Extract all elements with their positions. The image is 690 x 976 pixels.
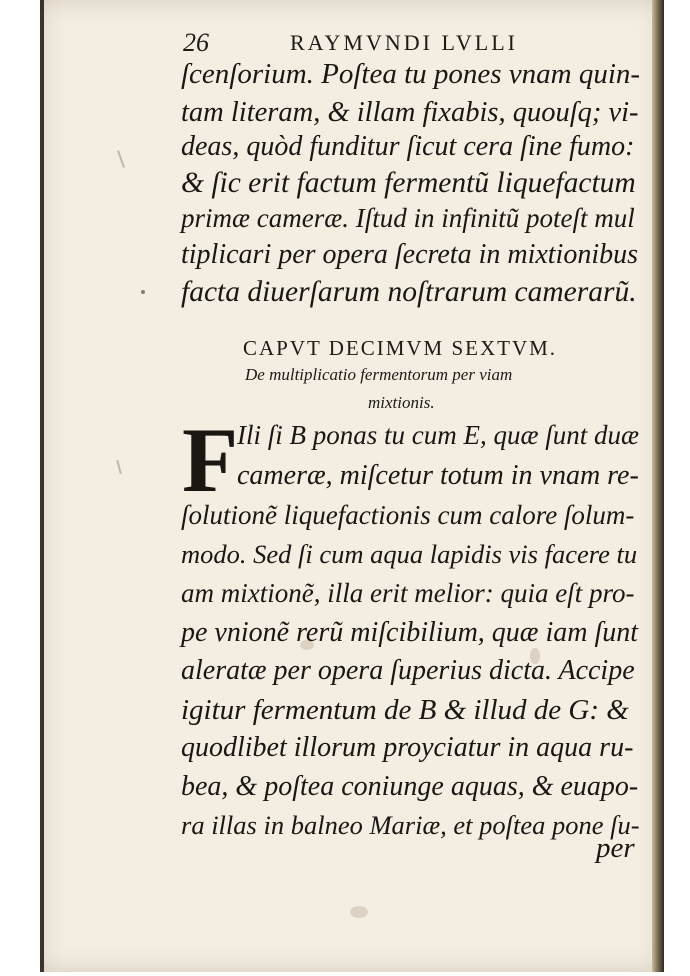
catchword: per (596, 832, 635, 864)
text-line: facta diuerſarum noſtrarum camerarũ. (181, 276, 637, 308)
text-line: tam literam, & illam fixabis, quouſq; vi- (181, 97, 639, 128)
text-line: ra illas in balneo Mariæ, et poſtea pone ſu- (181, 810, 640, 840)
text-line: pe vnionẽ rerũ miſcibilium, quæ iam ſunt (181, 617, 639, 648)
text-line: modo. Sed ſi cum aqua lapidis vis facere tu (181, 539, 638, 569)
text-line: tiplicari per opera ſecreta in mixtionibus (181, 239, 639, 270)
text-line: Ili ſi B ponas tu cum E, quæ ſunt duæ (237, 420, 639, 450)
text-line: ſolutionẽ liquefactionis cum calore ſolum- (181, 500, 635, 530)
text-line: aleratæ per opera ſuperius dicta. Accipe (181, 655, 635, 686)
text-line: am mixtionẽ, illa erit melior: quia eſt pro- (181, 578, 635, 608)
text-line: quodlibet illorum proyciatur in aqua ru- (181, 732, 634, 763)
chapter-title: CAPVT DECIMVM SEXTVM. (243, 336, 558, 360)
text-line: ſcenſorium. Poſtea tu pones vnam quin- (181, 58, 641, 90)
pencil-mark (141, 290, 145, 294)
running-title: RAYMVNDI LVLLI (290, 30, 518, 55)
text-line: bea, & poſtea coniunge aquas, & euapo- (181, 771, 639, 802)
chapter-subtitle: De multiplicatio fermentorum per viam (245, 365, 513, 384)
page-right-edge (652, 0, 664, 972)
text-line: & ſic erit factum fermentũ liquefactum (181, 167, 636, 199)
stain (350, 906, 368, 918)
text-line: cameræ, miſcetur totum in vnam re- (237, 460, 639, 491)
page-number: 26 (183, 28, 209, 57)
chapter-subtitle-continued: mixtionis. (368, 393, 435, 412)
text-line: deas, quòd funditur ſicut cera ſine fumo: (181, 131, 635, 162)
page-left-edge (40, 0, 44, 972)
text-line: primæ cameræ. Iſtud in infinitũ poteſt mul (181, 203, 635, 233)
text-line: igitur fermentum de B & illud de G: & (181, 694, 629, 726)
drop-capital: F (182, 409, 239, 511)
